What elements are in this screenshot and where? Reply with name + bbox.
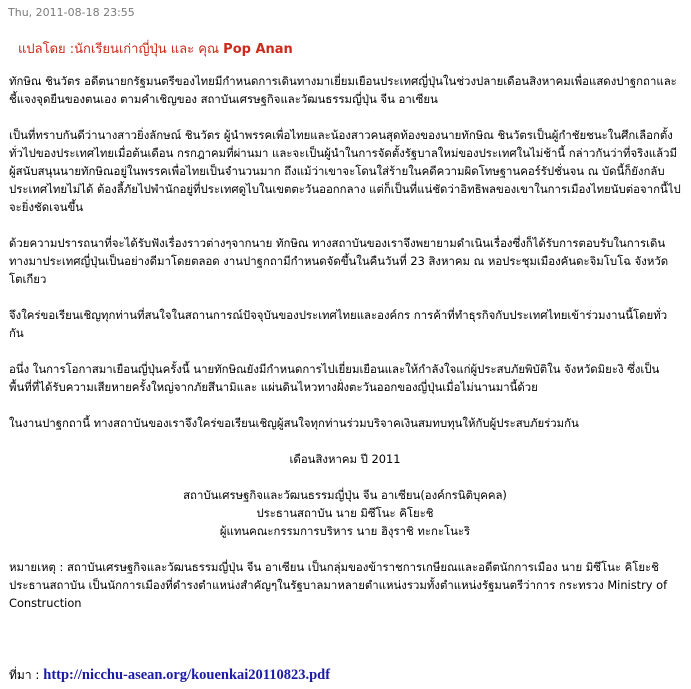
paragraph-disaster-visit: อนึ่ง ในการโอกาสมาเยือนญี่ปุ่นครั้งนี้ นายทักษิณยังมีกำหนดการไปเยี่ยมเยือนและให้กำลังใจแก่ผู้ประสบภัยพิบัติใน จังหวัดมิยะงิ ซึ่งเป็นพื้นที่ที่ได้รับความเสียหายครั้งใหญ่จากภัยสึนามิและ แผ่นดินไหวทางฝั่งตะวันออกของญี่ปุ่นเมื่อไม่นานมานี้ด้วย bbox=[9, 362, 660, 394]
paragraph-donation: ในงานปาฐกถานี้ ทางสถาบันของเราจึงใคร่ขอเรียนเชิญผู้สนใจทุกท่านร่วมบริจาคเงินสมทบทุนให้กับผู้ประสบภัยร่วมกัน bbox=[9, 416, 579, 430]
translated-by-label: แปลโดย :นักเรียนเก่าญี่ปุ่น และ คุณ bbox=[18, 42, 220, 57]
post-timestamp: Thu, 2011-08-18 23:55 bbox=[8, 6, 135, 19]
paragraph-intro: ทักษิณ ชินวัตร อดีตนายกรัฐมนตรีของไทยมีกำหนดการเดินทางมาเยี่ยมเยือนประเทศญี่ปุ่นในช่วงปลายเดือนสิงหาคมเพื่อแสดงปาฐกถาและชี้แจงจุดยืนของตนเอง ตามคำเชิญของ สถาบันเศรษฐกิจและวัฒนธรรมญี่ปุ่น จีน อาเซียน bbox=[9, 74, 677, 106]
source-link[interactable]: http://nicchu-asean.org/kouenkai20110823.pdf bbox=[43, 667, 331, 683]
translator-credit bbox=[18, 38, 293, 59]
date-line: เดือนสิงหาคม ปี 2011 bbox=[289, 452, 401, 466]
article-body bbox=[9, 72, 681, 612]
source-label: ที่มา : bbox=[9, 668, 40, 682]
footnote: หมายเหตุ : สถาบันเศรษฐกิจและวัฒนธรรมญี่ปุ่น จีน อาเซียน เป็นกลุ่มของข้าราชการเกษียณและอดีตนักการเมือง นาย มิซึโนะ คิโยะชิ ประธานสถาบัน เป็นนักการเมืองที่ดำรงตำแหน่งสำคัญๆในรัฐบาลมาหลายตำแหน่งรวมทั้งตำแหน่งรัฐมนตรีว่าการ กระทรวง Ministry of Construction bbox=[9, 560, 668, 610]
paragraph-event-details: ด้วยความปรารถนาที่จะได้รับฟังเรื่องราวต่างๆจากนาย ทักษิณ ทางสถาบันของเราจึงพยายามดำเนินเรื่องซึ่งก็ได้รับการตอบรับในการเดินทางมาประเทศญี่ปุ่นเป็นอย่างดีมาโดยตลอด งานปาฐกถามีกำหนดจัดขึ้นในคืนวันที่ 23 สิงหาคม ณ หอประชุมเมืองคันดะจิมโบโฉ จังหวัดโตเกียว bbox=[9, 236, 669, 286]
source-line bbox=[9, 666, 330, 685]
signature-representative: ผู้แทนคณะกรรมการบริหาร นาย ฮิงุราชิ ทะกะโนะริ bbox=[219, 524, 471, 538]
signature-block bbox=[9, 486, 681, 540]
signature-organization: สถาบันเศรษฐกิจและวัฒนธรรมญี่ปุ่น จีน อาเซียน(องค์กรนิติบุคคล) bbox=[183, 488, 507, 502]
paragraph-background: เป็นที่ทราบกันดีว่านางสาวยิ่งลักษณ์ ชินวัตร ผู้นำพรรคเพื่อไทยและน้องสาวคนสุดท้องของนายทักษิณ ชินวัตรเป็นผู้กำชัยชนะในศึกเลือกตั้งทั่วไปของประเทศไทยเมื่อต้นเดือน กรกฎาคมที่ผ่านมา และจะเป็นผู้นำในการจัดตั้งรัฐบาลใหม่ของประเทศในไม่ช้านี้ กล่าวกันว่าที่จริงแล้วมีผู้สนับสนุนนายทักษิณอยู่ในพรรคเพื่อไทยเป็นจำนวนมาก ถึงแม้ว่าเขาจะโดนใส่ร้ายในคดีความผิดโทษฐานคอร์รัปชั่นจน ณ บัดนี้ก็ยังกลับประเทศไทยไม่ได้ ต้องลี้ภัยไปพำนักอยู่ที่ประเทศดูไบในเขตตะวันออกกลาง แต่ก็เป็นที่แน่ชัดว่าอิทธิพลของเขาในการเมืองไทยนับต่อจากนี้ไปจะยิ่งชัดเจนขึ้น bbox=[9, 128, 681, 214]
paragraph-invitation: จึงใคร่ขอเรียนเชิญทุกท่านที่สนใจในสถานการณ์ปัจจุบันของประเทศไทยและองค์กร การค้าที่ทำธุรกิจกับประเทศไทยเข้าร่วมงานนี้โดยทั่วกัน bbox=[9, 308, 668, 340]
translator-name: Pop Anan bbox=[223, 42, 293, 57]
signature-chairman: ประธานสถาบัน นาย มิซึโนะ คิโยะชิ bbox=[256, 506, 434, 520]
